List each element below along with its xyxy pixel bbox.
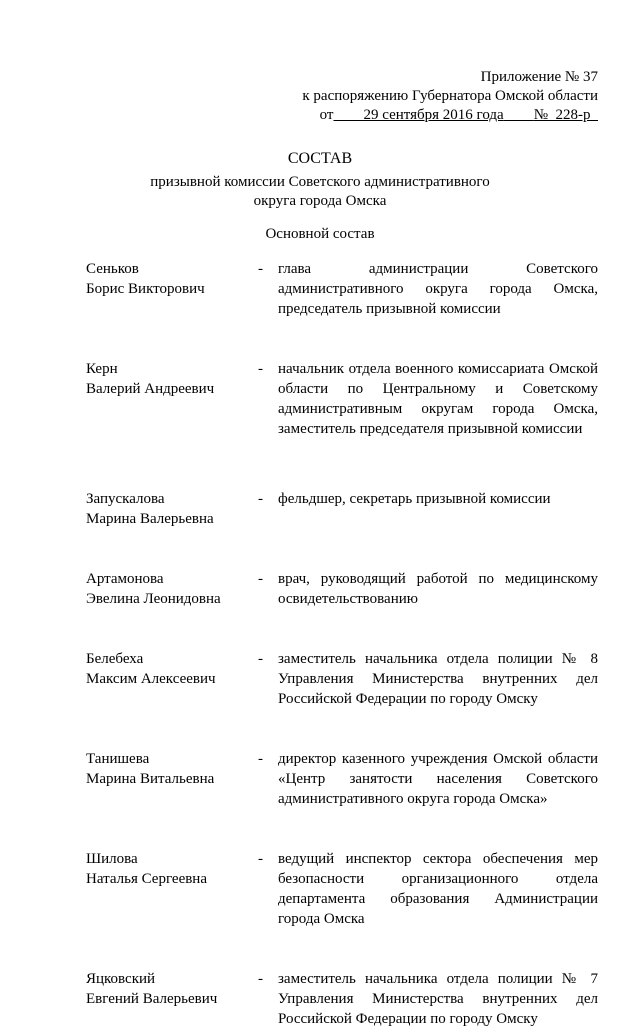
member-name: [86, 649, 258, 709]
member-role: заместитель начальника отдела полиции № 7 Управления Министерства внутренних дел Российской Федерации по городу Омску: [278, 971, 598, 1027]
section-heading: Основной состав: [265, 226, 375, 242]
member-role: директор казенного учреждения Омской области «Центр занятости населения Советского административного округа города Омска»: [278, 751, 598, 807]
member-given-names: Марина Витальевна: [86, 771, 215, 787]
member-name: [86, 749, 258, 809]
annex-block: [298, 68, 598, 125]
members-list: [86, 259, 598, 1029]
member-name: [86, 489, 258, 529]
member-given-names: Марина Валерьевна: [86, 511, 214, 527]
member-surname: Шилова: [86, 851, 138, 867]
member-surname: Яцковский: [86, 971, 156, 987]
member-entry: [86, 849, 598, 929]
member-surname: Сеньков: [86, 261, 139, 277]
document-title: СОСТАВ: [287, 150, 353, 167]
member-given-names: Эвелина Леонидовна: [86, 591, 221, 607]
member-name: [86, 359, 258, 439]
member-role: глава администрации Советского административного округа города Омска, председатель призывной комиссии: [278, 261, 598, 317]
member-entry: [86, 569, 598, 609]
member-role: ведущий инспектор сектора обеспечения мер безопасности организационного отдела департамента образования Администрации города Омска: [278, 851, 598, 927]
separator-dash: -: [258, 851, 263, 867]
member-name: [86, 569, 258, 609]
member-entry: [86, 649, 598, 709]
member-name: [86, 259, 258, 319]
separator-dash: -: [258, 491, 263, 507]
separator-dash: -: [258, 361, 263, 377]
document-subtitle: призывной комиссии Советского административного округа города Омска: [150, 174, 490, 209]
annex-number: Приложение № 37: [480, 69, 598, 85]
member-entry: [86, 749, 598, 809]
order-date: 29 сентября 2016 года: [363, 107, 504, 123]
member-role: фельдшер, секретарь призывной комиссии: [278, 491, 551, 507]
member-entry: [86, 359, 598, 439]
order-number: 228-р: [555, 107, 591, 123]
member-surname: Белебеха: [86, 651, 144, 667]
separator-dash: -: [258, 971, 263, 987]
member-role: врач, руководящий работой по медицинскому освидетельствованию: [278, 571, 598, 607]
member-surname: Танишева: [86, 751, 150, 767]
separator-dash: -: [258, 751, 263, 767]
member-given-names: Евгений Валерьевич: [86, 991, 218, 1007]
member-given-names: Валерий Андреевич: [86, 381, 215, 397]
member-entry: [86, 969, 598, 1029]
member-given-names: Борис Викторович: [86, 281, 205, 297]
member-surname: Артамонова: [86, 571, 164, 587]
member-entry: [86, 259, 598, 319]
member-entry: [86, 489, 598, 529]
separator-dash: -: [258, 261, 263, 277]
member-given-names: Максим Алексеевич: [86, 671, 216, 687]
separator-dash: -: [258, 651, 263, 667]
separator-dash: -: [258, 571, 263, 587]
from-label: от: [319, 107, 334, 123]
member-given-names: Наталья Сергеевна: [86, 871, 207, 887]
member-surname: Запускалова: [86, 491, 165, 507]
annex-reference: к распоряжению Губернатора Омской области: [302, 88, 598, 104]
member-role: начальник отдела военного комиссариата Омской области по Центральному и Советскому административным округам города Омска, заместитель председателя призывной комиссии: [278, 361, 598, 437]
member-name: [86, 969, 258, 1029]
member-surname: Керн: [86, 361, 118, 377]
member-role: заместитель начальника отдела полиции № 8 Управления Министерства внутренних дел Российской Федерации по городу Омску: [278, 651, 598, 707]
number-label: №: [533, 107, 548, 123]
annex-dateline: [298, 106, 598, 125]
member-name: [86, 849, 258, 929]
